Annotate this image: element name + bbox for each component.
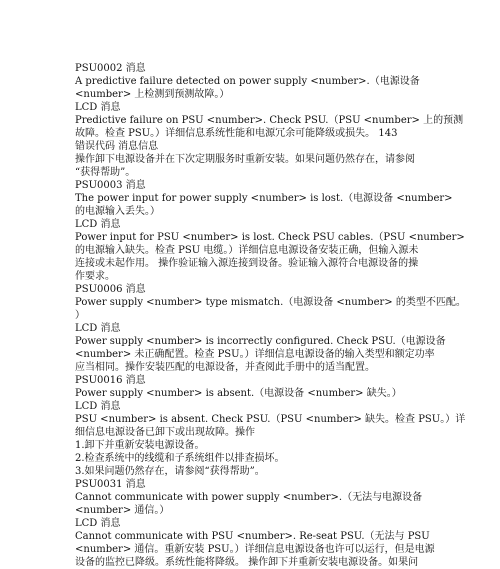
text-line: 细信息电源设备已卸下或出现故障。操作: [75, 427, 255, 438]
text-line: 的电源输入缺失。检查 PSU 电缆。）详细信息电源设备安装正确，但输入源未: [75, 245, 419, 256]
text-line: 错误代码 消息信息: [75, 141, 159, 152]
text-line: ）: [75, 310, 85, 321]
text-line: PSU0031 消息: [75, 479, 146, 490]
text-line: LCD 消息: [75, 323, 121, 334]
text-line: A predictive failure detected on power supply <number>.（电源设备: [75, 76, 420, 87]
text-line: Predictive failure on PSU <number>. Check PSU.（PSU <number> 上的预测: [75, 115, 464, 126]
text-line: Power supply <number> is absent.（电源设备 <number> 缺失。）: [75, 388, 402, 399]
text-line: Cannot communicate with PSU <number>. Re-seat PSU.（无法与 PSU: [75, 531, 430, 542]
text-line: <number> 未正确配置。检查 PSU。）详细信息电源设备的输入类型和额定功率: [75, 349, 435, 360]
text-line: Power supply <number> type mismatch.（电源设备 <number> 的类型不匹配。: [75, 297, 466, 308]
text-line: PSU0002 消息: [75, 63, 146, 74]
text-line: 的电源输入丢失。）: [75, 206, 160, 217]
document-body: [75, 62, 466, 569]
text-line: LCD 消息: [75, 219, 121, 230]
text-line: PSU0003 消息: [75, 180, 146, 191]
text-line: The power input for power supply <number> is lost.（电源设备 <number>: [75, 193, 453, 204]
text-line: “获得帮助”。: [75, 167, 136, 178]
text-line: <number> 通信。）: [75, 505, 170, 516]
text-line: Cannot communicate with power supply <number>.（无法与电源设备: [75, 492, 423, 503]
text-line: 3.如果问题仍然存在，请参阅“获得帮助”。: [75, 466, 265, 477]
text-line: 1.卸下并重新安装电源设备。: [75, 440, 205, 451]
text-line: PSU <number> is absent. Check PSU.（PSU <number> 缺失。检查 PSU。）详: [75, 414, 466, 425]
text-line: <number> 通信。重新安装 PSU。）详细信息电源设备也许可以运行，但是电源: [75, 544, 435, 555]
text-line: <number> 上检测到预测故障。）: [75, 89, 230, 100]
text-line: 设备的监控已降级。系统性能将降级。 操作卸下并重新安装电源设备。如果问: [75, 557, 419, 568]
text-line: PSU0016 消息: [75, 375, 146, 386]
text-line: Power input for PSU <number> is lost. Check PSU cables.（PSU <number>: [75, 232, 465, 243]
text-line: PSU0006 消息: [75, 284, 146, 295]
text-line: LCD 消息: [75, 518, 121, 529]
text-line: LCD 消息: [75, 102, 121, 113]
text-line: 连接或未起作用。 操作验证输入源连接到设备。验证输入源符合电源设备的操: [75, 258, 419, 269]
text-line: 作要求。: [75, 271, 115, 282]
text-line: 2.检查系统中的线缆和子系统组件以排查损坏。: [75, 453, 285, 464]
text-line: 应当相同。操作安装匹配的电源设备，并查阅此手册中的适当配置。: [75, 362, 375, 373]
text-line: 操作卸下电源设备并在下次定期服务时重新安装。如果问题仍然存在，请参阅: [75, 154, 415, 165]
text-line: LCD 消息: [75, 401, 121, 412]
text-line: 故障。检查 PSU。）详细信息系统性能和电源冗余可能降级或损失。 143: [75, 128, 398, 139]
text-line: Power supply <number> is incorrectly configured. Check PSU.（电源设备: [75, 336, 446, 347]
